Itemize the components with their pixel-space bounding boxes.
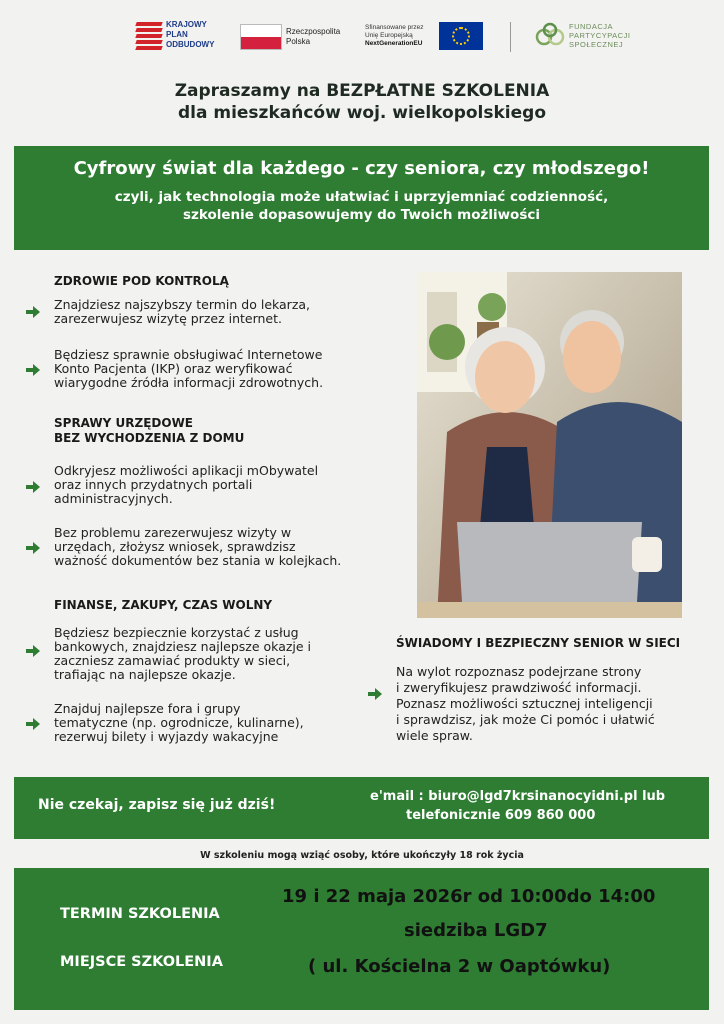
section-heading-finance: FINANSE, ZAKUPY, CZAS WOLNY — [54, 598, 273, 612]
contact-info — [370, 787, 665, 825]
kpo-text — [166, 20, 214, 50]
eu-line: Unię Europejską — [365, 32, 413, 39]
contact-email[interactable]: e'mail : biuro@lgd7krsinanocyidni.pl lub — [370, 789, 666, 804]
seniors-laptop-photo — [417, 272, 682, 618]
title-banner — [14, 146, 709, 250]
poland-logo — [240, 24, 350, 54]
arrow-bullet-icon — [26, 364, 40, 376]
arrow-bullet-icon — [26, 306, 40, 318]
fundacja-line: SPOŁECZNEJ — [569, 40, 624, 49]
fundacja-line: PARTYCYPACJI — [569, 31, 631, 40]
poland-flag-icon — [240, 24, 282, 50]
arrow-bullet-icon — [26, 645, 40, 657]
kpo-line: ODBUDOWY — [166, 40, 215, 49]
bullet-health-1: Znajdziesz najszybszy termin do lekarza, zarezerwujesz wizytę przez internet. — [54, 297, 311, 326]
arrow-bullet-icon — [368, 688, 382, 700]
age-note: W szkoleniu mogą wziąć osoby, które ukończyły 18 rok życia — [200, 850, 524, 861]
fundacja-logo — [535, 20, 665, 54]
kpo-logo — [136, 20, 226, 54]
bullet-health-2: Będziesz sprawnie obsługiwać Internetowe Konto Pacjenta (IKP) oraz weryfikować wiarygodne źródła informacji zdrowotnych. — [54, 347, 324, 390]
arrow-bullet-icon — [26, 718, 40, 730]
banner-subtitle-2: szkolenie dopasowujemy do Twoich możliwości — [182, 207, 541, 223]
kpo-mark-icon — [136, 22, 162, 50]
logo-divider — [510, 22, 511, 52]
training-venue: siedziba LGD7 — [404, 920, 548, 941]
fundacja-line: FUNDACJA — [569, 22, 614, 31]
eu-line: NextGenerationEU — [365, 40, 423, 47]
section-heading-health: ZDROWIE POD KONTROLĄ — [54, 274, 229, 288]
signup-text: Nie czekaj, zapisz się już dziś! — [38, 797, 276, 813]
arrow-bullet-icon — [26, 542, 40, 554]
bullet-finance-1: Będziesz bezpiecznie korzystać z usług bankowych, znajdziesz najlepsze okazje i zaczniesz zamawiać produkty w sieci, trafiając na najlepsze okazje. — [54, 625, 312, 682]
bullet-finance-2: Znajduj najlepsze fora i grupy tematyczne (np. ogrodnicze, kulinarne), rezerwuj bilety i wyjazdy wakacyjne — [54, 701, 304, 744]
bullet-safety-1: Na wylot rozpoznasz podejrzane strony i zweryfikujesz prawdziwość informacji. Poznasz możliwości sztucznej inteligencji i sprawdzisz, jak może Ci pomóc i ułatwić wiele spraw. — [396, 664, 655, 743]
contact-phone[interactable]: telefonicznie 609 860 000 — [406, 808, 596, 823]
bullet-office-1: Odkryjesz możliwości aplikacji mObywatel oraz innych przydatnych portali administracyjnych. — [54, 463, 319, 506]
place-label: MIEJSCE SZKOLENIA — [60, 954, 223, 970]
eu-line: Sfinansowane przez — [365, 24, 424, 31]
bullet-office-2: Bez problemu zarezerwujesz wizyty w urzędach, złożysz wniosek, sprawdzisz ważność dokumentów bez stania w kolejkach. — [54, 525, 342, 568]
training-address: ( ul. Kościelna 2 w Oaptówku) — [308, 956, 611, 977]
headline-line2: dla mieszkańców woj. wielkopolskiego — [177, 103, 547, 123]
banner-subtitle-1: czyli, jak technologia może ułatwiać i uprzyjemniać codzienność, — [114, 189, 609, 205]
poland-line: Polska — [286, 37, 311, 46]
training-info-box — [14, 868, 709, 1010]
training-date: 19 i 22 maja 2026r od 10:00do 14:00 — [282, 886, 656, 907]
signup-bar — [14, 777, 709, 839]
kpo-line: PLAN — [166, 30, 188, 39]
kpo-line: KRAJOWY — [166, 20, 207, 29]
section-heading-safety: ŚWIADOMY I BEZPIECZNY SENIOR W SIECI — [396, 636, 681, 650]
banner-title: Cyfrowy świat dla każdego - czy seniora, czy młodszego! — [73, 158, 650, 179]
term-label: TERMIN SZKOLENIA — [60, 906, 220, 922]
headline-line1: Zapraszamy na BEZPŁATNE SZKOLENIA — [174, 81, 550, 101]
eu-logo — [365, 22, 485, 54]
fundacja-mark-icon — [535, 22, 565, 48]
eu-flag-icon — [439, 22, 483, 50]
headline — [0, 80, 724, 124]
poland-line: Rzeczpospolita — [286, 27, 341, 36]
arrow-bullet-icon — [26, 481, 40, 493]
section-heading-office: SPRAWY URZĘDOWE BEZ WYCHODZENIA Z DOMU — [54, 416, 245, 445]
